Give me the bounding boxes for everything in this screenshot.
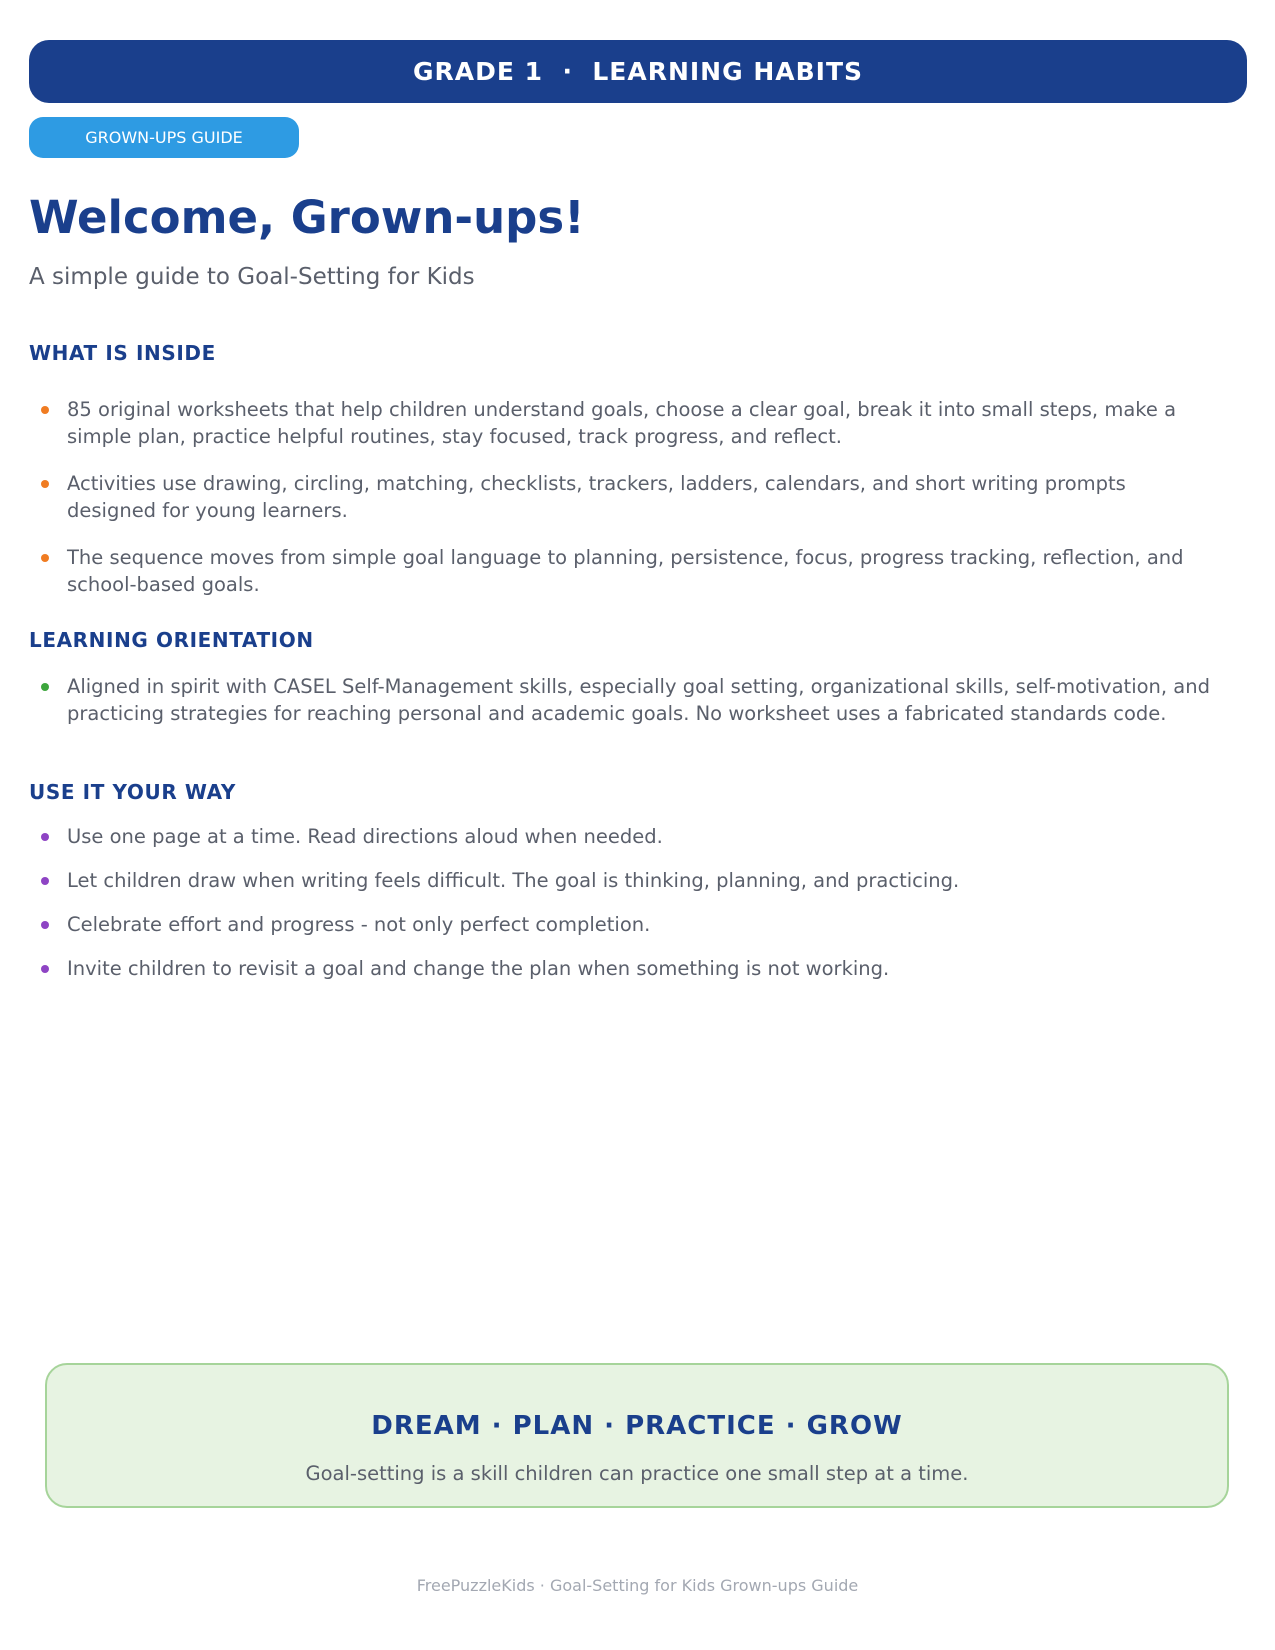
bullet-dot-icon xyxy=(41,480,49,488)
callout-box xyxy=(45,1363,1229,1508)
learning-orientation-list xyxy=(29,673,1219,747)
list-item-text: The sequence moves from simple goal language to planning, persistence, focus, progress tracking, reflection, and school-based goals. xyxy=(67,546,1184,596)
grade-banner xyxy=(29,40,1247,103)
list-item-text: Celebrate effort and progress - not only perfect completion. xyxy=(67,913,651,936)
bullet-dot-icon xyxy=(41,406,49,414)
page-title: Welcome, Grown-ups! xyxy=(29,191,585,244)
banner-text: GRADE 1 · LEARNING HABITS xyxy=(412,57,864,86)
list-item xyxy=(29,396,1219,450)
list-item xyxy=(29,955,1219,982)
list-item-text: Use one page at a time. Read directions aloud when needed. xyxy=(67,825,663,848)
list-item-text: 85 original worksheets that help children understand goals, choose a clear goal, break it into small steps, make a simple plan, practice helpful routines, stay focused, track progress, and reflect. xyxy=(67,398,1177,448)
bullet-dot-icon xyxy=(41,877,49,885)
list-item xyxy=(29,911,1219,938)
grown-ups-guide-badge xyxy=(29,117,299,158)
bullet-dot-icon xyxy=(41,683,49,691)
use-it-your-way-list xyxy=(29,823,1219,999)
list-item-text: Invite children to revisit a goal and change the plan when something is not working. xyxy=(67,957,890,980)
callout-title: DREAM · PLAN · PRACTICE · GROW xyxy=(371,1411,903,1441)
list-item xyxy=(29,673,1219,727)
page-subtitle: A simple guide to Goal-Setting for Kids xyxy=(29,264,475,290)
section-heading-use-it-your-way: USE IT YOUR WAY xyxy=(29,780,236,804)
badge-label: GROWN-UPS GUIDE xyxy=(85,128,243,147)
list-item xyxy=(29,823,1219,850)
list-item-text: Let children draw when writing feels difficult. The goal is thinking, planning, and practicing. xyxy=(67,869,960,892)
list-item xyxy=(29,867,1219,894)
bullet-dot-icon xyxy=(41,921,49,929)
footer-text: FreePuzzleKids · Goal-Setting for Kids Grown-ups Guide xyxy=(416,1576,859,1595)
bullet-dot-icon xyxy=(41,833,49,841)
section-heading-what-is-inside: WHAT IS INSIDE xyxy=(29,341,216,365)
list-item-text: Activities use drawing, circling, matching, checklists, trackers, ladders, calendars, and short writing prompts designed for young learners. xyxy=(67,472,1126,522)
bullet-dot-icon xyxy=(41,554,49,562)
bullet-dot-icon xyxy=(41,965,49,973)
section-heading-learning-orientation: LEARNING ORIENTATION xyxy=(29,628,314,652)
what-is-inside-list xyxy=(29,396,1219,618)
callout-text: Goal-setting is a skill children can practice one small step at a time. xyxy=(305,1462,969,1485)
list-item xyxy=(29,470,1219,524)
list-item-text: Aligned in spirit with CASEL Self-Management skills, especially goal setting, organizational skills, self-motivation, and practicing strategies for reaching personal and academic goals. No worksheet uses a fabricated standards code. xyxy=(67,675,1210,725)
list-item xyxy=(29,544,1219,598)
